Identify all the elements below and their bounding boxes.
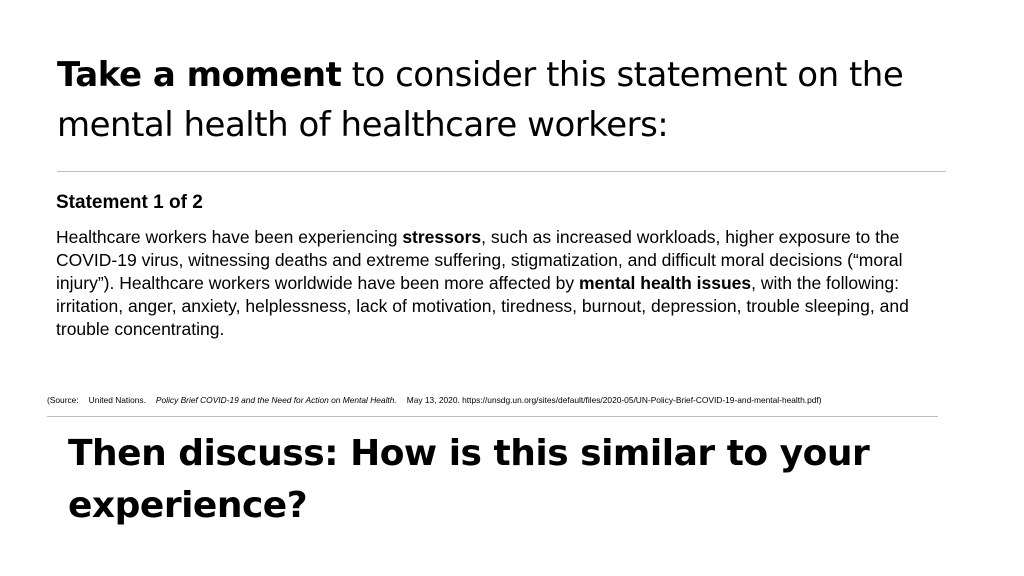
discussion-prompt [68, 428, 948, 532]
source-suffix: May 13, 2020. https://unsdg.un.org/sites/default/files/2020-05/UN-Policy-Brief-COVID-19-and-mental-health.pdf) [406, 395, 822, 405]
headline-emphasis: Take a moment [57, 55, 342, 95]
statement-label: Statement 1 of 2 [56, 192, 203, 213]
headline-text: to consider this statement on the mental health of healthcare workers: [57, 55, 904, 145]
source-org: United Nations. [88, 395, 146, 405]
statement-text-3: , with the following: irritation, anger, anxiety, helplessness, lack of motivation, tiredness, burnout, depression, trouble sleeping, and trouble concentrating. [56, 273, 909, 339]
source-citation [47, 394, 967, 406]
headline [57, 50, 957, 150]
statement-body [56, 226, 956, 341]
statement-text-1: Healthcare workers have been experiencing [56, 227, 403, 247]
statement-emphasis-stressors: stressors [402, 227, 482, 247]
source-prefix: (Source: [47, 395, 79, 405]
bottom-divider [47, 416, 938, 417]
statement-text-2: , such as increased workloads, higher exposure to the COVID-19 virus, witnessing deaths and extreme suffering, stigmatization, and difficult moral decisions (“moral injury”). Healthcare workers worldwide have been more affected by [56, 227, 903, 293]
discussion-question: How is this similar to your experience? [68, 433, 870, 526]
source-title: Policy Brief COVID-19 and the Need for Action on Mental Health. [155, 395, 397, 405]
discussion-emphasis: Then discuss: [68, 433, 339, 474]
statement-emphasis-mental-health: mental health issues [578, 273, 752, 293]
top-divider [57, 171, 946, 172]
